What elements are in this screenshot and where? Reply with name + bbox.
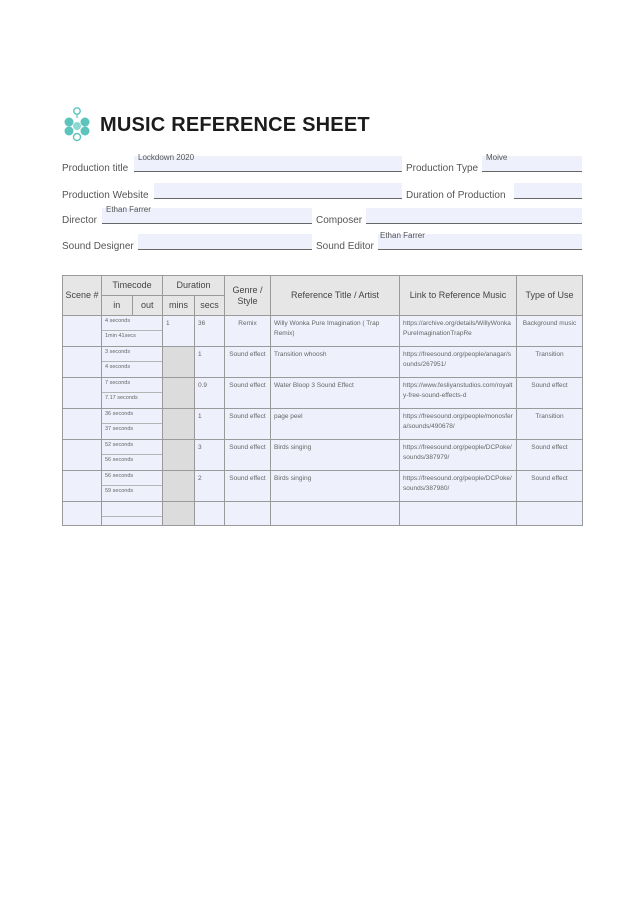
header-reference: Reference Title / Artist	[271, 276, 400, 316]
genre-cell[interactable]: Sound effect	[229, 382, 266, 389]
director-field[interactable]	[62, 205, 312, 226]
composer-label: Composer	[316, 215, 363, 226]
composer-field[interactable]	[316, 208, 582, 226]
sound-designer-field[interactable]	[62, 234, 312, 252]
link-cell[interactable]	[400, 502, 517, 526]
sound-editor-label: Sound Editor	[316, 241, 374, 252]
duration-field[interactable]	[406, 183, 582, 201]
secs-cell[interactable]	[195, 502, 225, 526]
mins-cell[interactable]	[163, 502, 195, 526]
scene-cell[interactable]	[63, 378, 102, 409]
mins-cell[interactable]	[163, 409, 194, 434]
secs-cell[interactable]: 36	[198, 320, 206, 327]
mins-cell[interactable]	[163, 378, 194, 403]
page-title: MUSIC REFERENCE SHEET	[100, 114, 370, 136]
table-row	[63, 409, 583, 440]
header-genre: Genre / Style	[225, 276, 271, 316]
reference-cell[interactable]	[271, 502, 400, 526]
production-title-field[interactable]	[62, 153, 402, 174]
mins-cell[interactable]	[163, 347, 194, 372]
reference-cell[interactable]: page peel	[274, 413, 303, 420]
secs-cell[interactable]: 1	[198, 413, 202, 420]
music-reference-table	[62, 275, 583, 526]
scene-cell[interactable]	[63, 347, 102, 378]
genre-cell[interactable]: Sound effect	[229, 475, 266, 482]
use-cell[interactable]: Transition	[535, 413, 564, 420]
header-secs: secs	[195, 296, 225, 316]
genre-cell[interactable]: Sound effect	[229, 413, 266, 420]
flower-logo-icon	[62, 106, 92, 142]
timecode-out[interactable]: 1min 41secs	[102, 331, 162, 346]
use-cell[interactable]: Sound effect	[531, 475, 568, 482]
table-row	[63, 502, 583, 526]
link-cell[interactable]: https://www.fesliyanstudios.com/royalty-free-sound-effects-d	[403, 382, 513, 399]
sound-editor-field[interactable]	[316, 231, 582, 252]
production-type-field[interactable]	[406, 153, 582, 174]
use-cell[interactable]: Sound effect	[531, 444, 568, 451]
link-cell[interactable]: https://archive.org/details/WillyWonkaPureImaginationTrapRe	[403, 320, 511, 337]
reference-cell[interactable]: Birds singing	[274, 444, 312, 451]
table-row	[63, 440, 583, 471]
use-cell[interactable]: Sound effect	[531, 382, 568, 389]
timecode-out[interactable]: 4 seconds	[102, 362, 162, 377]
header-mins: mins	[163, 296, 195, 316]
timecode-out[interactable]: 37 seconds	[102, 424, 162, 439]
table-row	[63, 316, 583, 347]
timecode-in[interactable]: 7 seconds	[102, 378, 162, 393]
scene-cell[interactable]	[63, 440, 102, 471]
director-label: Director	[62, 215, 98, 226]
reference-cell[interactable]: Birds singing	[274, 475, 312, 482]
duration-label: Duration of Production	[406, 190, 506, 201]
header-out: out	[140, 300, 154, 310]
header-link: Link to Reference Music	[400, 276, 517, 316]
scene-cell[interactable]	[63, 409, 102, 440]
mins-cell[interactable]	[163, 471, 194, 496]
link-cell[interactable]: https://freesound.org/people/anagar/sounds/267951/	[403, 351, 512, 368]
header-scene: Scene #	[63, 276, 102, 316]
scene-cell[interactable]	[63, 316, 102, 347]
use-cell[interactable]: Transition	[535, 351, 564, 358]
header-in: in	[102, 296, 133, 315]
header-use: Type of Use	[517, 276, 583, 316]
mins-cell[interactable]	[163, 440, 194, 465]
table-row	[63, 347, 583, 378]
reference-cell[interactable]: Willy Wonka Pure Imagination ( Trap Remix)	[274, 320, 380, 337]
table-row	[63, 378, 583, 409]
timecode-in[interactable]: 56 seconds	[102, 471, 162, 486]
production-website-field[interactable]	[62, 183, 402, 201]
reference-cell[interactable]: Water Bloop 3 Sound Effect	[274, 382, 354, 389]
secs-cell[interactable]: 1	[198, 351, 202, 358]
timecode-out[interactable]: 7.17 seconds	[102, 393, 162, 408]
genre-cell[interactable]: Sound effect	[229, 444, 266, 451]
production-website-label: Production Website	[62, 190, 149, 201]
genre-cell[interactable]: Sound effect	[229, 351, 266, 358]
link-cell[interactable]: https://freesound.org/people/DCPoke/sounds/387980/	[403, 475, 512, 492]
header-timecode: Timecode	[102, 276, 163, 296]
secs-cell[interactable]: 2	[198, 475, 202, 482]
production-type-value: Moive	[486, 153, 508, 162]
reference-cell[interactable]: Transition whoosh	[274, 351, 327, 358]
mins-cell[interactable]: 1	[166, 320, 170, 327]
timecode-in[interactable]: 36 seconds	[102, 409, 162, 424]
use-cell[interactable]	[517, 502, 583, 526]
genre-cell[interactable]: Remix	[238, 320, 257, 327]
scene-cell[interactable]	[63, 502, 102, 526]
table-row	[63, 471, 583, 502]
timecode-in[interactable]: 4 seconds	[102, 316, 162, 331]
link-cell[interactable]: https://freesound.org/people/DCPoke/sounds/387979/	[403, 444, 512, 461]
sound-designer-label: Sound Designer	[62, 241, 134, 252]
use-cell[interactable]: Background music	[522, 320, 577, 327]
sound-editor-value: Ethan Farrer	[380, 231, 425, 240]
secs-cell[interactable]: 3	[198, 444, 202, 451]
link-cell[interactable]: https://freesound.org/people/monosfera/sounds/490678/	[403, 413, 513, 430]
director-value: Ethan Farrer	[106, 205, 151, 214]
timecode-in[interactable]: 3 seconds	[102, 347, 162, 362]
timecode-out[interactable]: 56 seconds	[102, 455, 162, 470]
timecode-in[interactable]	[102, 502, 162, 517]
timecode-out[interactable]: 59 seconds	[102, 486, 162, 501]
genre-cell[interactable]	[225, 502, 271, 526]
scene-cell[interactable]	[63, 471, 102, 502]
header-duration: Duration	[163, 276, 225, 296]
timecode-out[interactable]	[102, 517, 162, 525]
secs-cell[interactable]: 0.9	[198, 382, 208, 389]
timecode-in[interactable]: 52 seconds	[102, 440, 162, 455]
production-title-label: Production title	[62, 163, 129, 174]
production-title-value: Lockdown 2020	[138, 153, 195, 162]
production-type-label: Production Type	[406, 163, 479, 174]
